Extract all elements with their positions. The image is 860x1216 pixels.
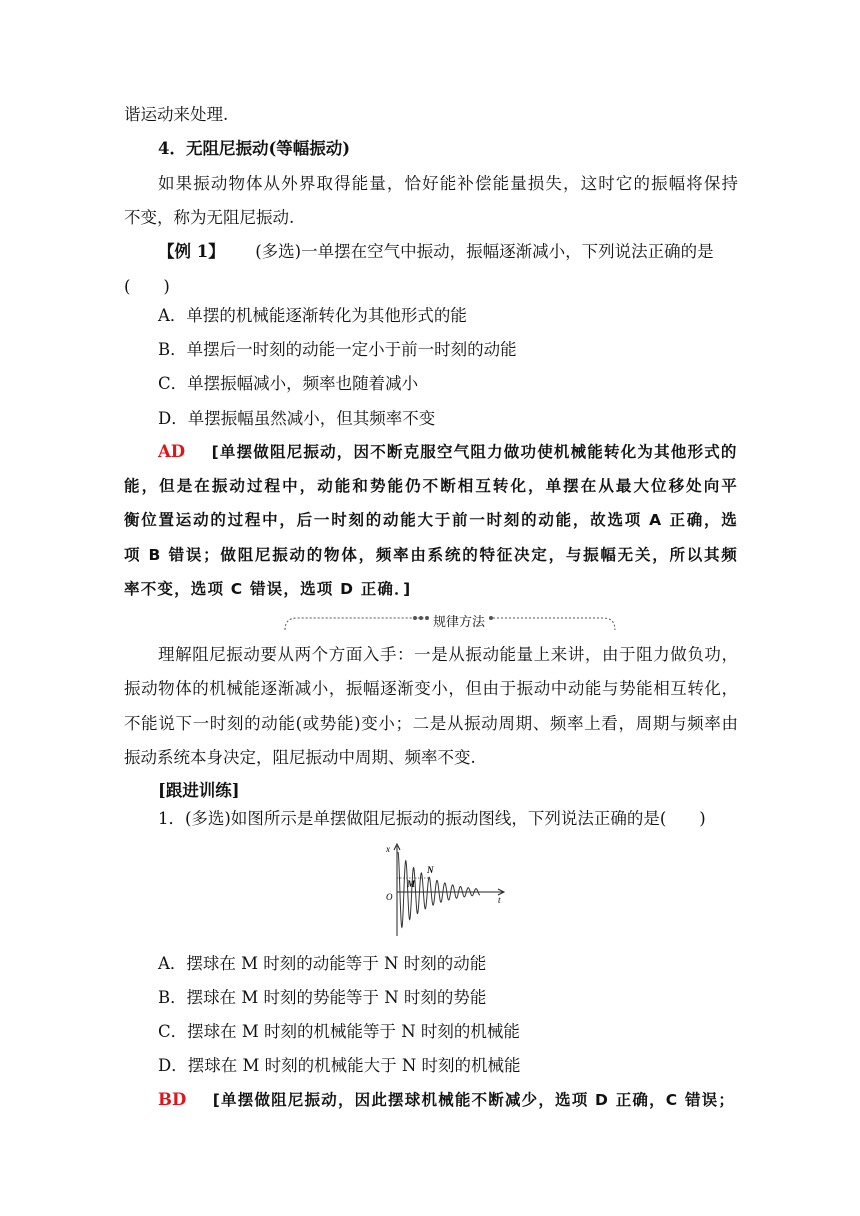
- explanation-line: 项 B 错误；做阻尼振动的物体，频率由系统的特征决定，与振幅无关，所以其频: [124, 546, 738, 564]
- text-line: 振动物体的机械能逐渐减小，振幅逐渐变小，但由于振动中动能与势能相互转化，: [124, 679, 738, 698]
- text-line: 不变，称为无阻尼振动.: [124, 208, 295, 227]
- explanation-line: [158, 441, 738, 463]
- origin-label: O: [386, 892, 393, 902]
- answer-label: BD: [158, 1090, 187, 1109]
- explanation-line: 衡位置运动的过程中，后一时刻的动能大于前一时刻的动能，故选项 A 正确，选: [124, 511, 738, 529]
- y-axis-label: x: [386, 844, 390, 854]
- text-line: 不能说下一时刻的动能(或势能)变小；二是从振动周期、频率上看，周期与频率由: [124, 714, 738, 733]
- option-a: [158, 953, 738, 975]
- oscillation-graph: [380, 840, 510, 940]
- question-1: 1．(多选)如图所示是单摆做阻尼振动的振动图线，下列说法正确的是( ): [158, 809, 706, 828]
- section-heading: 4．无阻尼振动(等幅振动): [158, 139, 351, 158]
- damped-oscillation-figure: [380, 840, 510, 940]
- divider-label: 规律方法: [431, 611, 487, 630]
- text-line: 如果振动物体从外界取得能量，恰好能补偿能量损失，这时它的振幅将保持: [158, 174, 738, 193]
- point-m-label: M: [407, 879, 416, 889]
- option-d-text: D．摆球在 M 时刻的机械能大于 N 时刻的机械能: [158, 1056, 521, 1075]
- damped-wave: [398, 852, 480, 927]
- explanation-text: [单摆做阻尼振动，因此摆球机械能不断减少，选项 D 正确，C 错误；: [212, 1091, 736, 1109]
- option-c: [158, 1021, 738, 1043]
- option-c: C．单摆振幅减小，频率也随着减小: [158, 374, 419, 393]
- text-line: 理解阻尼振动要从两个方面入手：一是从振动能量上来讲，由于阻力做负功，: [158, 645, 738, 664]
- explanation-line: 能，但是在振动过程中，动能和势能仍不断相互转化，单摆在从最大位移处向平: [124, 477, 738, 495]
- explanation-line: 率不变，选项 C 错误，选项 D 正确．]: [124, 580, 412, 598]
- example-stem: (多选)一单摆在空气中振动，振幅逐渐减小，下列说法正确的是: [255, 242, 714, 261]
- option-a: A．单摆的机械能逐渐转化为其他形式的能: [158, 306, 467, 325]
- example-label: 【例 1】: [158, 242, 225, 261]
- explanation-text: [单摆做阻尼振动，因不断克服空气阻力做功使机械能转化为其他形式的: [211, 443, 738, 461]
- x-axis-label: t: [498, 895, 501, 905]
- explanation-line: [158, 1089, 738, 1111]
- point-n-label: N: [427, 865, 434, 875]
- option-c-text: C．摆球在 M 时刻的机械能等于 N 时刻的机械能: [158, 1022, 520, 1041]
- text-line: 谐运动来处理.: [124, 105, 229, 124]
- option-b-text: B．摆球在 M 时刻的势能等于 N 时刻的势能: [158, 988, 487, 1007]
- example-question: [158, 241, 738, 263]
- option-d: [158, 1055, 738, 1077]
- method-divider: [283, 610, 617, 632]
- option-a-text: A．摆球在 M 时刻的动能等于 N 时刻的动能: [158, 954, 487, 973]
- text-line: 振动系统本身决定，阻尼振动中周期、频率不变.: [124, 748, 476, 767]
- answer-label: AD: [158, 442, 186, 461]
- follow-up-heading: [跟进训练]: [158, 781, 240, 800]
- option-b: [158, 987, 738, 1009]
- option-b: B．单摆后一时刻的动能一定小于前一时刻的动能: [158, 340, 517, 359]
- option-d: D．单摆振幅虽然减小，但其频率不变: [158, 409, 436, 428]
- answer-blank: ( ): [124, 277, 170, 296]
